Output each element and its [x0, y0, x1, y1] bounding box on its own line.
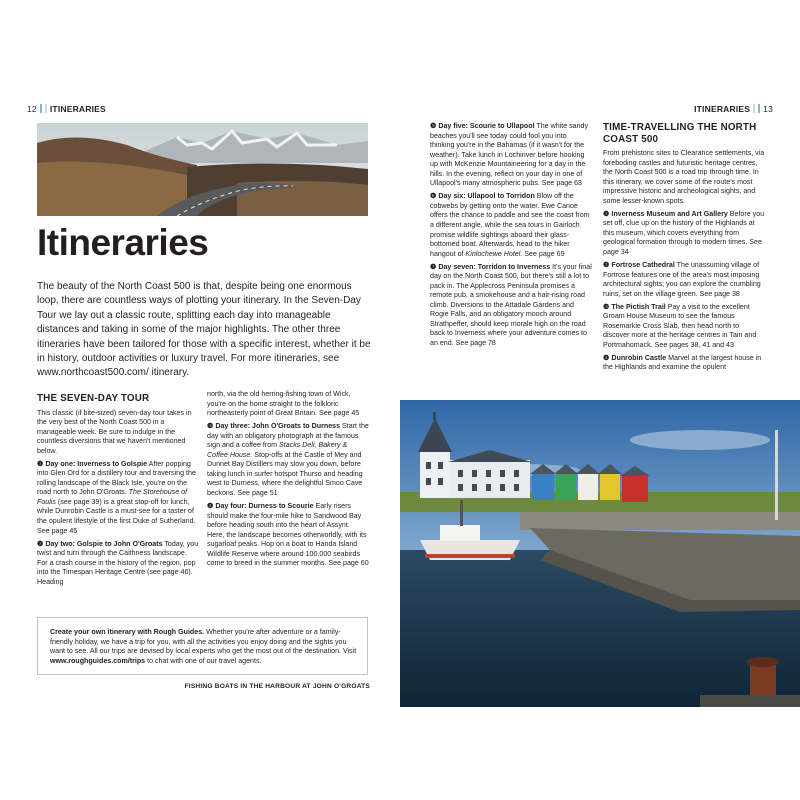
left-header-title: ITINERARIES — [49, 104, 106, 114]
john-ogroats-harbour-photo — [400, 400, 800, 707]
header-accent-bar — [758, 104, 760, 113]
day-entry: ❼ Day seven: Torridon to Inverness It's your final day on the North Coast 500, but there's still a lot to pack in. The Applecross Peninsula promises a remote pub, a smokehouse and a hair-rising road climb. Diversions to the Attadale Gardens and Rogie Falls, and an obligatory mooch around Strathpeffer, should keep morale high on the road back to Inverness where your adventure comes to an end. See page 78 — [430, 262, 592, 348]
day-entry: ❷ Day two: Golspie to John O'Groats Today, you twist and turn through the Caithness landscape. For a crash course in the history of the region, pop into the Timespan Heritage Centre (see page 46). Heading — [37, 539, 199, 586]
right-header-title: ITINERARIES — [694, 104, 751, 114]
day-entry: ❻ Day six: Ullapool to Torridon Blow off the cobwebs by getting onto the water. Ewe Canoe offers the chance to paddle and see the coast from a different angle, while the sea tours in Gairloch promise wildlife sightings aboard their glass-bottomed boat. Afterwards, head to the hiker hangout of Kinlochewe Hotel. See page 69 — [430, 192, 590, 258]
right-page-number: 13 — [763, 104, 773, 114]
highland-road-photo — [37, 123, 368, 216]
section-heading-time-travel: TIME-TRAVELLING THE NORTH COAST 500 — [603, 122, 757, 145]
roughguides-link[interactable]: www.roughguides.com/trips — [50, 656, 146, 665]
day-entry: ❸ Day three: John O'Groats to Durness Start the day with an obligatory photograph at the famous sign and a coffee from Stacks Deli, Bakery & Coffee House. Stop-offs at the Castle of Mey and Dunnet Bay Distillers may slow you down, before taking lunch in surfer hotspot Thurso and heading west to Durness, where the delightful Smoo Cave beckons. See page 51 — [207, 422, 369, 497]
day-entry-continued: north, via the old herring-fishing town of Wick, you're on the home straight to the folkloric northeasterly point of Great Britain. See page 45 — [207, 390, 360, 418]
header-accent-bar — [40, 104, 42, 113]
rough-guides-callout: Create your own itinerary with Rough Guides. Whether you're after adventure or a family-friendly holiday, we have a trip for you, with all the activities you enjoy doing and the sights you want to see. All our trips are devised by local experts who get the most out of the destination. Visit www.roughguides.com/trips to chat with one of our travel agents. — [37, 617, 368, 675]
seven-day-column-2 — [207, 390, 369, 572]
day-entry: ❹ Day four: Durness to Scourie Early risers should make the four-mile hike to Sandwood Bay before heading south into the heart of Assynt. Here, the landscape becomes otherworldly, with its sugarloaf peaks. Hop on a boat to Handa Island Wildlife Reserve where around 100,000 seabirds come to breed in the summer months. See page 60 — [207, 502, 369, 568]
day-entry: ❶ Day one: Inverness to Golspie After popping into Glen Ord for a distillery tour and traversing the rolling landscape of the Black Isle, you're on the road north to John O'Groats. The Storehouse of Foulis (see page 39) is a great stop-off for lunch, while Dunrobin Castle is a must-see for a taster of the opulent lifestyle of the first Duke of Sutherland. See page 45 — [37, 459, 196, 535]
right-running-header — [694, 104, 773, 114]
sight-entry: ❶ Inverness Museum and Art Gallery Before you set off, clue up on the history of the Highlands at this museum, which covers everything from geological formation through to modern times. See page 34 — [603, 209, 765, 256]
time-travel-intro: From prehistoric sites to Clearance settlements, via foreboding castles and futuristic heritage centres, the North Coast 500 is a road trip through time. In this itinerary, we cover some of the route's most impressive historic and archeological sights, and some lesser-known spots. — [603, 149, 765, 205]
left-page-number: 12 — [27, 104, 37, 114]
photo-caption: FISHING BOATS IN THE HARBOUR AT JOHN O'GROATS — [184, 683, 370, 690]
sight-entry: ❸ The Pictish Trail Pay a visit to the excellent Groam House Museum to see the famous Rosemarkie Cross Slab, then head north to discover more at the heritage centres in Tain and Portmahomack. See pages 38, 41 and 43 — [603, 302, 757, 349]
left-running-header — [27, 104, 106, 114]
section-heading-seven-day: THE SEVEN-DAY TOUR — [37, 393, 150, 404]
seven-day-column-3 — [430, 122, 592, 352]
time-travel-column — [603, 122, 766, 377]
day-entry: ❺ Day five: Scourie to Ullapool The white sandy beaches you'll see today could fool you into thinking you're in the Bahamas (if it wasn't for the weather). Take lunch in Lochinver before hooking up with McKenzie Mountaineering for a day in the hills. In the evening, reflect on your day in one of Ullapool's many atmospheric pubs. See page 63 — [430, 122, 589, 188]
page-title: Itineraries — [37, 222, 209, 263]
sight-entry: ❹ Dunrobin Castle Marvel at the largest house in the Highlands and examine the opulent — [603, 353, 762, 372]
sight-entry: ❷ Fortrose Cathedral The unassuming village of Fortrose features one of the area's most imposing architectural sights; you can explore the crumbling ruins, set on the village green. See page 38 — [603, 261, 761, 298]
seven-day-intro: This classic (if bite-sized) seven-day tour takes in the very best of the North Coast 500 in a manageable week. Be sure to indulge in the countless diversions that we haven't mentioned below. — [37, 408, 192, 455]
seven-day-column-1 — [37, 393, 199, 591]
intro-paragraph: The beauty of the North Coast 500 is that, despite being one enormous loop, there are countless ways of plotting your itinerary. In the Seven-Day Tour we lay out a classic route, splitting each day into manageable distances and taking in some of the major highlights. The other three itineraries have been tailored for those with a specific interest, whether it be in history, outdoor activities or luxury travel. For more itineraries, see www.northcoast500.com/ itinerary. — [37, 281, 371, 379]
